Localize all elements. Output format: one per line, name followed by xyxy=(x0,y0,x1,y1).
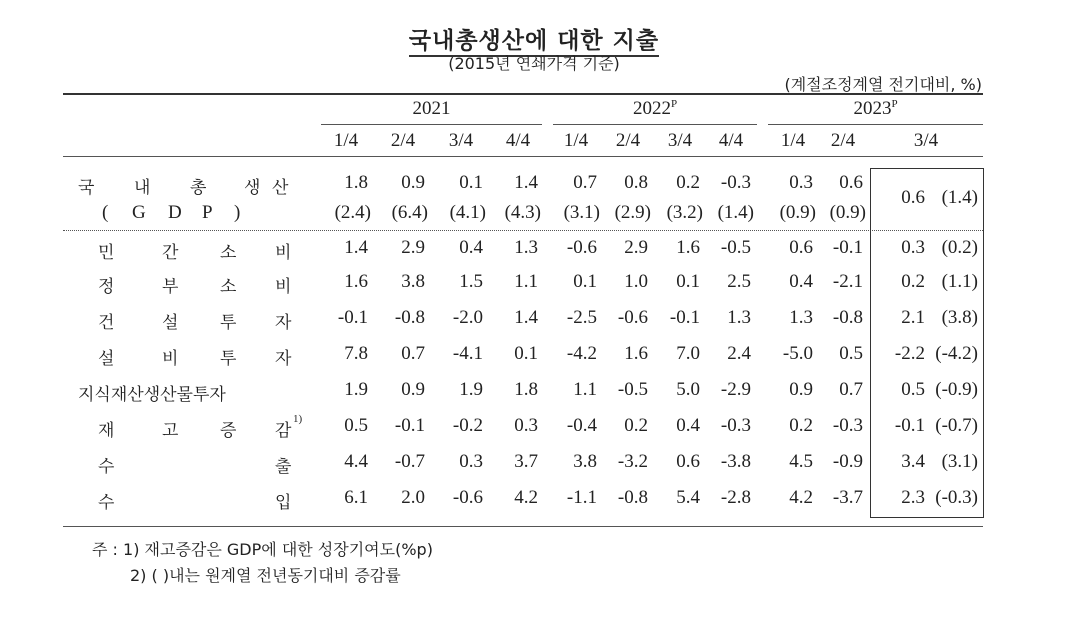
row-label-char: 감 xyxy=(275,421,292,441)
table-cell: 0.1 xyxy=(676,271,700,292)
year-2022-rule xyxy=(553,124,757,125)
row-label: 지식재산생산물투자 xyxy=(78,385,226,405)
header-bottom-rule xyxy=(63,156,983,157)
table-cell: -4.1 xyxy=(452,343,483,364)
unit-note: (계절조정계열 전기대비, %) xyxy=(784,75,982,94)
table-cell: 0.2 xyxy=(789,415,813,436)
table-cell: 3.8 xyxy=(573,451,597,472)
row-label-char: 설 xyxy=(98,349,115,369)
table-cell: 1.8 xyxy=(514,379,538,400)
gdp-value-cell: 0.9 xyxy=(401,172,425,193)
table-cell: 2.0 xyxy=(401,487,425,508)
gdp-label-char: 내 xyxy=(134,178,151,198)
gdp-value-cell: -0.3 xyxy=(720,172,751,193)
table-cell: -0.6 xyxy=(566,237,597,258)
year-2023-rule xyxy=(768,124,983,125)
gdp-yoy-cell: (4.3) xyxy=(504,202,541,223)
row-label-char: 투 xyxy=(220,313,237,333)
gdp-yoy-cell: (3.1) xyxy=(563,202,600,223)
table-cell: -0.5 xyxy=(617,379,648,400)
gdp-yoy-cell: (6.4) xyxy=(391,202,428,223)
table-cell: 1.3 xyxy=(789,307,813,328)
table-cell: 0.1 xyxy=(573,271,597,292)
table-cell: -0.5 xyxy=(720,237,751,258)
year-header-2021: 2021 xyxy=(412,98,451,119)
table-cell: -2.1 xyxy=(832,271,863,292)
gdp-label-char: 국 xyxy=(78,178,95,198)
table-cell: -0.3 xyxy=(720,415,751,436)
table-cell: -0.7 xyxy=(394,451,425,472)
gdp-value-cell: 0.8 xyxy=(624,172,648,193)
table-cell: 1.6 xyxy=(624,343,648,364)
table-cell: -3.7 xyxy=(832,487,863,508)
table-cell: 2.4 xyxy=(727,343,751,364)
gdp-sublabel-char: D xyxy=(168,202,182,223)
gdp-value-cell: 0.7 xyxy=(573,172,597,193)
table-cell: 1.1 xyxy=(573,379,597,400)
footnote-text-1: 1) 재고증감은 GDP에 대한 성장기여도(%p) xyxy=(123,540,433,559)
gdp-value-cell: 0.2 xyxy=(676,172,700,193)
table-cell: 0.2 xyxy=(624,415,648,436)
row-label-char: 자 xyxy=(275,313,292,333)
table-cell: -0.1 xyxy=(669,307,700,328)
table-cell: 1.4 xyxy=(514,307,538,328)
gdp-sublabel-char: ) xyxy=(234,202,241,223)
latest-value-cell: 2.3 xyxy=(901,487,925,508)
table-cell: 0.1 xyxy=(514,343,538,364)
table-cell: -0.6 xyxy=(452,487,483,508)
latest-yoy-cell: (-0.7) xyxy=(935,415,978,436)
footnote-marker: 1) xyxy=(293,413,303,425)
row-label-char: 간 xyxy=(162,243,179,263)
gdp-latest-yoy: (1.4) xyxy=(941,187,978,208)
table-cell: 1.6 xyxy=(676,237,700,258)
gdp-separator xyxy=(63,230,983,231)
row-label-char: 부 xyxy=(162,277,179,297)
year-2021-rule xyxy=(321,124,542,125)
latest-yoy-cell: (1.1) xyxy=(941,271,978,292)
table-cell: -3.2 xyxy=(617,451,648,472)
quarter-header: 2/4 xyxy=(390,130,416,151)
gdp-value-cell: 1.8 xyxy=(344,172,368,193)
table-cell: 4.4 xyxy=(344,451,368,472)
gdp-yoy-cell: (2.9) xyxy=(614,202,651,223)
row-label-char: 비 xyxy=(275,277,292,297)
row-label-char: 고 xyxy=(162,421,179,441)
table-cell: 5.4 xyxy=(676,487,700,508)
latest-value-cell: -0.1 xyxy=(894,415,925,436)
row-label-char: 건 xyxy=(98,313,115,333)
row-label-char: 민 xyxy=(98,243,115,263)
gdp-label-char: 산 xyxy=(272,178,289,198)
table-cell: -2.5 xyxy=(566,307,597,328)
latest-value-cell: 3.4 xyxy=(901,451,925,472)
table-cell: 5.0 xyxy=(676,379,700,400)
title-text: 국내총생산에 대한 지출 xyxy=(409,28,659,57)
table-cell: -0.3 xyxy=(832,415,863,436)
table-cell: 0.7 xyxy=(839,379,863,400)
row-label-char: 소 xyxy=(220,243,237,263)
year-header-2023: $2023^P$ xyxy=(853,98,898,119)
table-cell: 1.9 xyxy=(459,379,483,400)
quarter-header: 1/4 xyxy=(780,130,806,151)
gdp-yoy-cell: (1.4) xyxy=(717,202,754,223)
gdp-yoy-cell: (0.9) xyxy=(829,202,866,223)
latest-value-cell: 2.1 xyxy=(901,307,925,328)
table-cell: 7.8 xyxy=(344,343,368,364)
table-cell: -0.8 xyxy=(832,307,863,328)
table-cell: -0.1 xyxy=(394,415,425,436)
document-subtitle: (2015년 연쇄가격 기준) xyxy=(448,54,620,73)
table-cell: -0.1 xyxy=(337,307,368,328)
table-cell: 4.5 xyxy=(789,451,813,472)
latest-yoy-cell: (0.2) xyxy=(941,237,978,258)
table-cell: 3.7 xyxy=(514,451,538,472)
row-label-char: 정 xyxy=(98,277,115,297)
row-label-char: 수 xyxy=(98,493,115,513)
row-label-char: 비 xyxy=(275,243,292,263)
latest-yoy-cell: (-0.9) xyxy=(935,379,978,400)
quarter-header: 4/4 xyxy=(505,130,531,151)
table-cell: 4.2 xyxy=(789,487,813,508)
latest-value-cell: 0.5 xyxy=(901,379,925,400)
table-cell: -0.8 xyxy=(394,307,425,328)
quarter-header: 3/4 xyxy=(448,130,474,151)
table-cell: -0.1 xyxy=(832,237,863,258)
latest-value-cell: -2.2 xyxy=(894,343,925,364)
table-cell: 2.9 xyxy=(624,237,648,258)
row-label-char: 비 xyxy=(162,349,179,369)
table-cell: 0.7 xyxy=(401,343,425,364)
table-cell: 0.6 xyxy=(676,451,700,472)
table-bottom-rule xyxy=(63,526,983,527)
gdp-value-cell: 0.3 xyxy=(789,172,813,193)
table-cell: 3.8 xyxy=(401,271,425,292)
row-label-char: 자 xyxy=(275,349,292,369)
table-cell: -0.9 xyxy=(832,451,863,472)
gdp-yoy-cell: (0.9) xyxy=(779,202,816,223)
table-cell: 1.4 xyxy=(344,237,368,258)
table-cell: 7.0 xyxy=(676,343,700,364)
table-cell: 0.9 xyxy=(401,379,425,400)
gdp-latest-value: 0.6 xyxy=(901,187,925,208)
footnote-text-2: 2) ( )내는 원계열 전년동기대비 증감률 xyxy=(130,566,401,585)
table-cell: 1.1 xyxy=(514,271,538,292)
row-label-char: 수 xyxy=(98,457,115,477)
table-cell: 0.9 xyxy=(789,379,813,400)
quarter-header: 3/4 xyxy=(913,130,939,151)
row-label-char: 출 xyxy=(275,457,292,477)
latest-yoy-cell: (-4.2) xyxy=(935,343,978,364)
table-cell: -5.0 xyxy=(782,343,813,364)
gdp-sublabel-char: P xyxy=(202,202,213,223)
gdp-value-cell: 1.4 xyxy=(514,172,538,193)
row-label-char: 설 xyxy=(162,313,179,333)
latest-yoy-cell: (-0.3) xyxy=(935,487,978,508)
quarter-header: 2/4 xyxy=(615,130,641,151)
table-cell: 0.5 xyxy=(344,415,368,436)
table-cell: 0.5 xyxy=(839,343,863,364)
table-cell: -2.9 xyxy=(720,379,751,400)
gdp-label-char: 총 xyxy=(190,178,207,198)
quarter-header: 4/4 xyxy=(718,130,744,151)
table-cell: -2.0 xyxy=(452,307,483,328)
quarter-header: 1/4 xyxy=(333,130,359,151)
table-cell: 1.5 xyxy=(459,271,483,292)
year-header-2022: $2022^P$ xyxy=(632,98,678,119)
table-cell: 0.4 xyxy=(676,415,700,436)
table-cell: 0.4 xyxy=(789,271,813,292)
row-label-char: 재 xyxy=(98,421,115,441)
latest-yoy-cell: (3.8) xyxy=(941,307,978,328)
table-cell: 1.3 xyxy=(727,307,751,328)
gdp-sublabel-char: ( xyxy=(102,202,109,223)
gdp-yoy-cell: (3.2) xyxy=(666,202,703,223)
table-cell: 2.9 xyxy=(401,237,425,258)
table-cell: -3.8 xyxy=(720,451,751,472)
table-cell: 4.2 xyxy=(514,487,538,508)
quarter-header: 3/4 xyxy=(667,130,693,151)
gdp-sublabel-char: G xyxy=(132,202,146,223)
table-cell: 6.1 xyxy=(344,487,368,508)
table-cell: 1.3 xyxy=(514,237,538,258)
gdp-yoy-cell: (4.1) xyxy=(449,202,486,223)
table-cell: 1.9 xyxy=(344,379,368,400)
row-label-char: 소 xyxy=(220,277,237,297)
footnote-prefix: 주 : xyxy=(92,540,118,559)
table-cell: -4.2 xyxy=(566,343,597,364)
table-cell: -0.8 xyxy=(617,487,648,508)
table-cell: -0.6 xyxy=(617,307,648,328)
latest-value-cell: 0.2 xyxy=(901,271,925,292)
table-cell: -1.1 xyxy=(566,487,597,508)
latest-value-cell: 0.3 xyxy=(901,237,925,258)
latest-yoy-cell: (3.1) xyxy=(941,451,978,472)
table-cell: -0.2 xyxy=(452,415,483,436)
quarter-header: 2/4 xyxy=(830,130,856,151)
quarter-header: 1/4 xyxy=(563,130,589,151)
table-cell: 2.5 xyxy=(727,271,751,292)
footnote-2 xyxy=(130,563,401,586)
table-cell: 1.6 xyxy=(344,271,368,292)
row-label-char: 입 xyxy=(275,493,292,513)
table-cell: 1.0 xyxy=(624,271,648,292)
table-cell: -0.4 xyxy=(566,415,597,436)
table-cell: 0.6 xyxy=(789,237,813,258)
table-cell: 0.4 xyxy=(459,237,483,258)
gdp-value-cell: 0.6 xyxy=(839,172,863,193)
table-cell: 0.3 xyxy=(514,415,538,436)
gdp-value-cell: 0.1 xyxy=(459,172,483,193)
row-label-char: 투 xyxy=(220,349,237,369)
table-cell: -2.8 xyxy=(720,487,751,508)
gdp-label-char: 생 xyxy=(244,178,261,198)
gdp-yoy-cell: (2.4) xyxy=(334,202,371,223)
table-cell: 0.3 xyxy=(459,451,483,472)
footnote-1 xyxy=(92,537,433,560)
table-top-rule xyxy=(63,93,983,95)
row-label-char: 증 xyxy=(220,421,237,441)
